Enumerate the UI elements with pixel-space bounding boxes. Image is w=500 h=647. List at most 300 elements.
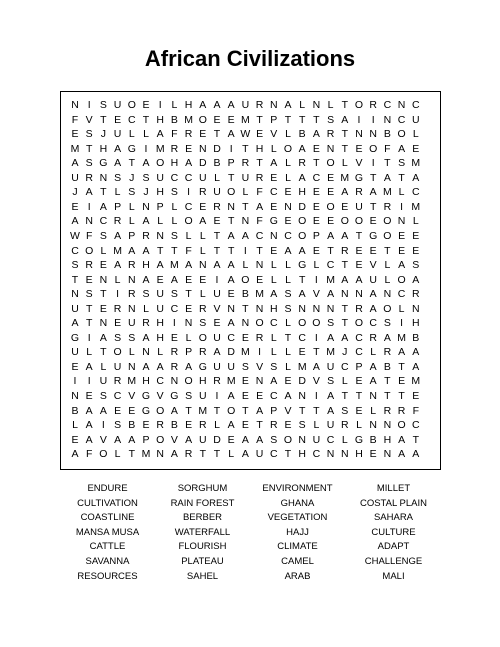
grid-letter: I [87,331,91,344]
grid-letter: C [355,331,363,344]
grid-letter: M [141,448,151,461]
grid-letter: P [227,157,235,170]
grid-letter: E [412,229,420,242]
grid-letter: A [298,142,306,155]
grid-letter: N [355,128,363,141]
grid-letter: C [341,360,349,373]
grid-letter: T [227,244,235,257]
grid-letter: A [241,229,249,242]
word-list-item: SAHARA [373,512,414,524]
grid-letter: N [85,215,93,228]
grid-letter: C [412,419,420,432]
grid-letter: M [170,259,179,272]
grid-letter: L [270,142,277,155]
grid-letter: T [341,317,348,330]
grid-letter: I [357,113,361,126]
grid-letter: L [128,128,135,141]
grid-letter: E [241,375,249,388]
grid-letter: E [71,360,79,373]
grid-letter: E [185,142,193,155]
grid-letter: N [397,99,406,111]
grid-letter: T [242,404,249,417]
grid-letter: A [99,331,107,344]
grid-letter: T [298,113,306,126]
grid-letter: T [71,273,79,286]
grid-letter: A [114,433,122,446]
grid-letter: E [327,186,335,199]
grid-letter: N [383,113,392,126]
grid-letter: A [355,273,363,286]
grid-letter: T [369,200,377,213]
grid-letter: L [157,215,164,228]
grid-letter: L [299,99,306,111]
grid-letter: L [128,346,135,359]
grid-letter: M [383,186,392,199]
grid-letter: U [71,171,79,184]
grid-letter: S [327,317,335,330]
grid-letter: U [255,448,264,461]
grid-letter: G [354,171,364,184]
grid-letter: O [354,99,364,111]
grid-letter: A [327,331,335,344]
grid-letter: V [256,360,264,373]
grid-letter: A [341,273,349,286]
grid-letter: E [213,113,221,126]
grid-letter: C [270,448,278,461]
grid-letter: L [199,288,206,301]
word-list-item: ENDURE [87,483,128,494]
grid-letter: G [127,142,136,155]
grid-letter: R [241,157,250,170]
grid-letter: N [369,419,377,432]
word-list-item: PLATEAU [181,556,224,567]
grid-letter: L [285,360,291,373]
grid-letter: A [284,244,292,257]
grid-letter: W [240,128,251,141]
grid-letter: C [412,186,420,199]
word-list-item: MILLET [376,483,411,494]
grid-letter: N [341,288,349,301]
grid-letter: A [213,346,221,359]
grid-letter: O [85,244,94,257]
grid-letter: C [156,375,164,388]
grid-letter: J [129,171,135,184]
grid-letter: L [327,99,334,111]
word-list-item: CULTIVATION [77,497,138,509]
grid-letter: T [242,142,249,155]
grid-letter: B [170,419,178,432]
grid-letter: E [241,331,249,344]
grid-letter: E [412,142,420,155]
grid-letter: C [113,390,122,402]
grid-letter: A [327,404,335,417]
grid-letter: U [312,433,321,446]
grid-letter: R [383,404,392,417]
grid-letter: A [369,288,377,301]
grid-letter: N [128,360,136,373]
grid-letter: A [312,128,320,141]
grid-letter: N [184,317,193,330]
grid-letter: E [185,419,193,432]
grid-letter: E [341,200,349,213]
grid-letter: T [185,404,192,417]
grid-letter: R [270,419,278,432]
grid-letter: P [114,200,122,213]
grid-letter: S [71,259,79,272]
grid-letter: E [398,375,406,388]
grid-letter: I [314,273,318,286]
grid-letter: E [398,229,406,242]
grid-letter: E [128,404,136,417]
grid-letter: A [227,229,235,242]
grid-letter: M [226,375,236,388]
grid-letter: C [71,244,79,257]
grid-letter: E [284,375,292,388]
grid-letter: A [298,244,306,257]
grid-letter: A [284,390,292,402]
grid-letter: I [172,317,176,330]
grid-letter: B [71,404,79,417]
grid-letter: V [213,302,221,315]
grid-letter: F [412,404,419,417]
grid-letter: I [215,273,219,286]
grid-letter: D [199,157,207,170]
grid-letter: N [156,448,164,461]
grid-letter: C [298,331,306,344]
grid-letter: P [156,200,164,213]
grid-letter: R [397,404,406,417]
grid-letter: T [242,200,249,213]
grid-letter: P [128,229,136,242]
grid-letter: I [314,390,318,402]
grid-letter: E [284,186,292,199]
grid-letter: T [384,244,391,257]
grid-letter: N [326,142,335,155]
grid-letter: A [142,157,150,170]
grid-letter: A [412,273,420,286]
grid-letter: U [213,360,221,373]
grid-letter: H [383,433,392,446]
grid-letter: E [199,200,207,213]
grid-letter: N [156,229,164,242]
grid-letter: T [85,142,93,155]
grid-letter: C [383,99,392,111]
grid-letter: A [142,331,150,344]
grid-letter: G [354,433,364,446]
grid-letter: E [213,215,221,228]
grid-letter: M [127,375,137,388]
grid-letter: O [397,419,406,432]
grid-letter: H [199,375,207,388]
grid-letter: C [312,448,321,461]
grid-letter: N [128,273,136,286]
grid-letter: A [142,215,150,228]
grid-letter: T [341,142,348,155]
grid-letter: N [326,448,335,461]
grid-letter: F [256,186,263,199]
grid-letter: R [113,375,122,388]
grid-letter: A [398,346,406,359]
grid-letter: B [383,128,391,141]
grid-letter: M [411,157,421,170]
grid-letter: E [85,390,93,402]
grid-letter: U [156,302,164,315]
grid-letter: L [143,128,149,141]
grid-letter: S [170,288,178,301]
grid-letter: N [255,375,264,388]
grid-letter: D [213,433,221,446]
grid-letter: A [227,317,235,330]
grid-letter: U [326,419,335,432]
grid-letter: R [170,360,179,373]
grid-letter: L [313,419,320,432]
grid-letter: U [326,360,335,373]
grid-letter: M [241,113,250,126]
grid-letter: A [270,157,278,170]
grid-letter: A [270,288,278,301]
grid-letter: S [85,128,93,141]
grid-letter: U [128,317,136,330]
grid-letter: F [171,128,178,141]
grid-letter: E [355,259,363,272]
grid-letter: L [199,229,206,242]
grid-letter: A [142,360,150,373]
word-list-item: BERBER [182,512,223,524]
grid-letter: A [369,186,377,199]
grid-letter: A [398,142,406,155]
grid-letter: N [255,259,264,272]
grid-letter: A [185,360,193,373]
grid-letter: V [270,128,278,141]
grid-letter: A [85,433,93,446]
grid-letter: C [184,171,193,184]
grid-letter: N [255,302,264,315]
grid-letter: A [142,244,150,257]
grid-letter: H [156,186,164,199]
grid-letter: L [114,448,121,461]
grid-letter: L [285,317,291,330]
grid-letter: E [241,419,249,432]
grid-letter: E [355,375,363,388]
grid-letter: R [383,200,392,213]
grid-letter: T [355,229,363,242]
grid-letter: M [326,346,335,359]
grid-letter: C [99,215,108,228]
grid-letter: F [71,113,79,126]
grid-letter: A [99,200,107,213]
grid-letter: T [384,375,391,388]
grid-letter: J [342,346,348,359]
grid-letter: L [398,186,405,199]
grid-letter: T [398,390,405,402]
grid-letter: L [370,404,377,417]
grid-letter: V [312,288,320,301]
grid-letter: S [114,331,122,344]
grid-letter: T [298,273,306,286]
grid-letter: A [398,259,406,272]
grid-letter: E [99,302,107,315]
grid-letter: E [213,317,221,330]
grid-letter: E [227,433,235,446]
grid-letter: T [341,390,348,402]
grid-letter: N [241,215,250,228]
grid-letter: O [241,273,250,286]
grid-letter: E [270,171,278,184]
word-list-item: ADAPT [377,541,410,553]
grid-letter: A [71,448,79,461]
grid-letter: A [341,331,349,344]
grid-letter: C [227,331,235,344]
grid-letter: I [371,157,375,170]
grid-letter: L [86,346,93,359]
grid-letter: R [85,259,93,272]
grid-letter: A [270,375,278,388]
grid-letter: A [128,433,136,446]
word-list-item: COSTAL PLAIN [359,497,428,509]
grid-letter: T [384,157,391,170]
grid-letter: O [298,229,307,242]
grid-letter: E [355,142,363,155]
grid-letter: U [369,273,377,286]
grid-letter: A [99,404,107,417]
grid-letter: S [398,157,406,170]
grid-letter: G [170,390,179,402]
grid-letter: T [213,229,221,242]
grid-letter: C [255,229,264,242]
grid-letter: B [128,419,136,432]
grid-letter: A [227,99,235,111]
grid-letter: R [213,200,221,213]
grid-row [61,445,440,463]
grid-letter: I [314,331,318,344]
grid-letter: N [227,302,235,315]
grid-letter: A [227,128,235,141]
grid-letter: L [270,273,277,286]
grid-letter: R [128,288,136,301]
word-list-item: VEGETATION [267,512,328,524]
grid-letter: L [100,244,107,257]
grid-letter: A [156,259,164,272]
grid-letter: E [398,244,406,257]
grid-letter: A [71,215,79,228]
grid-letter: L [214,171,220,184]
grid-letter: N [298,433,306,446]
grid-letter: G [141,390,151,402]
grid-letter: T [171,244,178,257]
grid-letter: R [85,171,93,184]
grid-letter: G [70,331,80,344]
grid-letter: R [412,288,420,301]
grid-letter: A [327,390,335,402]
grid-letter: L [128,200,135,213]
grid-letter: O [397,128,406,141]
grid-letter: R [156,419,164,432]
grid-letter: S [99,99,107,111]
grid-letter: A [256,200,264,213]
word-list-item: FLOURISH [178,541,227,553]
grid-letter: H [355,448,363,461]
grid-letter: L [285,157,291,170]
grid-letter: C [184,200,193,213]
grid-letter: U [199,171,207,184]
grid-letter: I [144,142,148,155]
grid-letter: L [356,419,362,432]
grid-letter: H [142,259,150,272]
grid-letter: A [227,259,235,272]
grid-letter: R [255,99,264,111]
grid-letter: E [170,331,178,344]
grid-letter: T [341,99,348,111]
grid-letter: R [184,448,193,461]
grid-letter: T [284,331,292,344]
grid-letter: G [369,229,378,242]
grid-letter: A [213,99,221,111]
grid-letter: T [284,113,292,126]
grid-letter: A [412,360,420,373]
grid-letter: F [85,448,93,461]
grid-letter: S [170,186,178,199]
grid-letter: O [369,142,378,155]
grid-letter: T [85,302,93,315]
grid-letter: P [270,113,278,126]
grid-letter: L [285,346,291,359]
grid-letter: A [284,99,292,111]
grid-letter: E [327,171,335,184]
grid-letter: G [141,404,151,417]
grid-letter: T [213,128,221,141]
grid-letter: A [185,259,193,272]
grid-letter: L [412,128,419,141]
grid-letter: R [369,331,377,344]
word-list-item: CLIMATE [277,541,318,553]
grid-letter: H [142,375,150,388]
grid-letter: E [369,215,377,228]
grid-letter: P [270,404,278,417]
grid-letter: T [256,157,263,170]
grid-letter: T [100,288,107,301]
grid-letter: O [383,229,392,242]
grid-letter: M [326,273,335,286]
grid-letter: B [298,128,306,141]
grid-letter: O [354,215,364,228]
word-list-item: CAMEL [281,556,314,567]
grid-letter: N [270,99,278,111]
grid-letter: H [184,99,193,111]
grid-letter: R [369,99,377,111]
grid-letter: N [71,288,79,301]
grid-letter: M [70,142,80,155]
grid-letter: L [285,128,291,141]
grid-letter: A [85,360,93,373]
grid-letter: O [354,317,364,330]
grid-letter: C [369,317,377,330]
grid-letter: I [87,200,91,213]
grid-letter: H [298,448,306,461]
grid-letter: A [369,375,377,388]
grid-letter: E [312,215,320,228]
grid-letter: I [258,346,262,359]
grid-letter: L [285,259,291,272]
grid-letter: I [371,113,375,126]
grid-letter: N [412,302,420,315]
grid-letter: U [213,186,221,199]
grid-letter: R [142,317,150,330]
grid-letter: A [256,433,264,446]
grid-letter: L [341,375,348,388]
grid-letter: R [142,229,150,242]
grid-letter: R [213,375,221,388]
grid-letter: P [355,360,363,373]
